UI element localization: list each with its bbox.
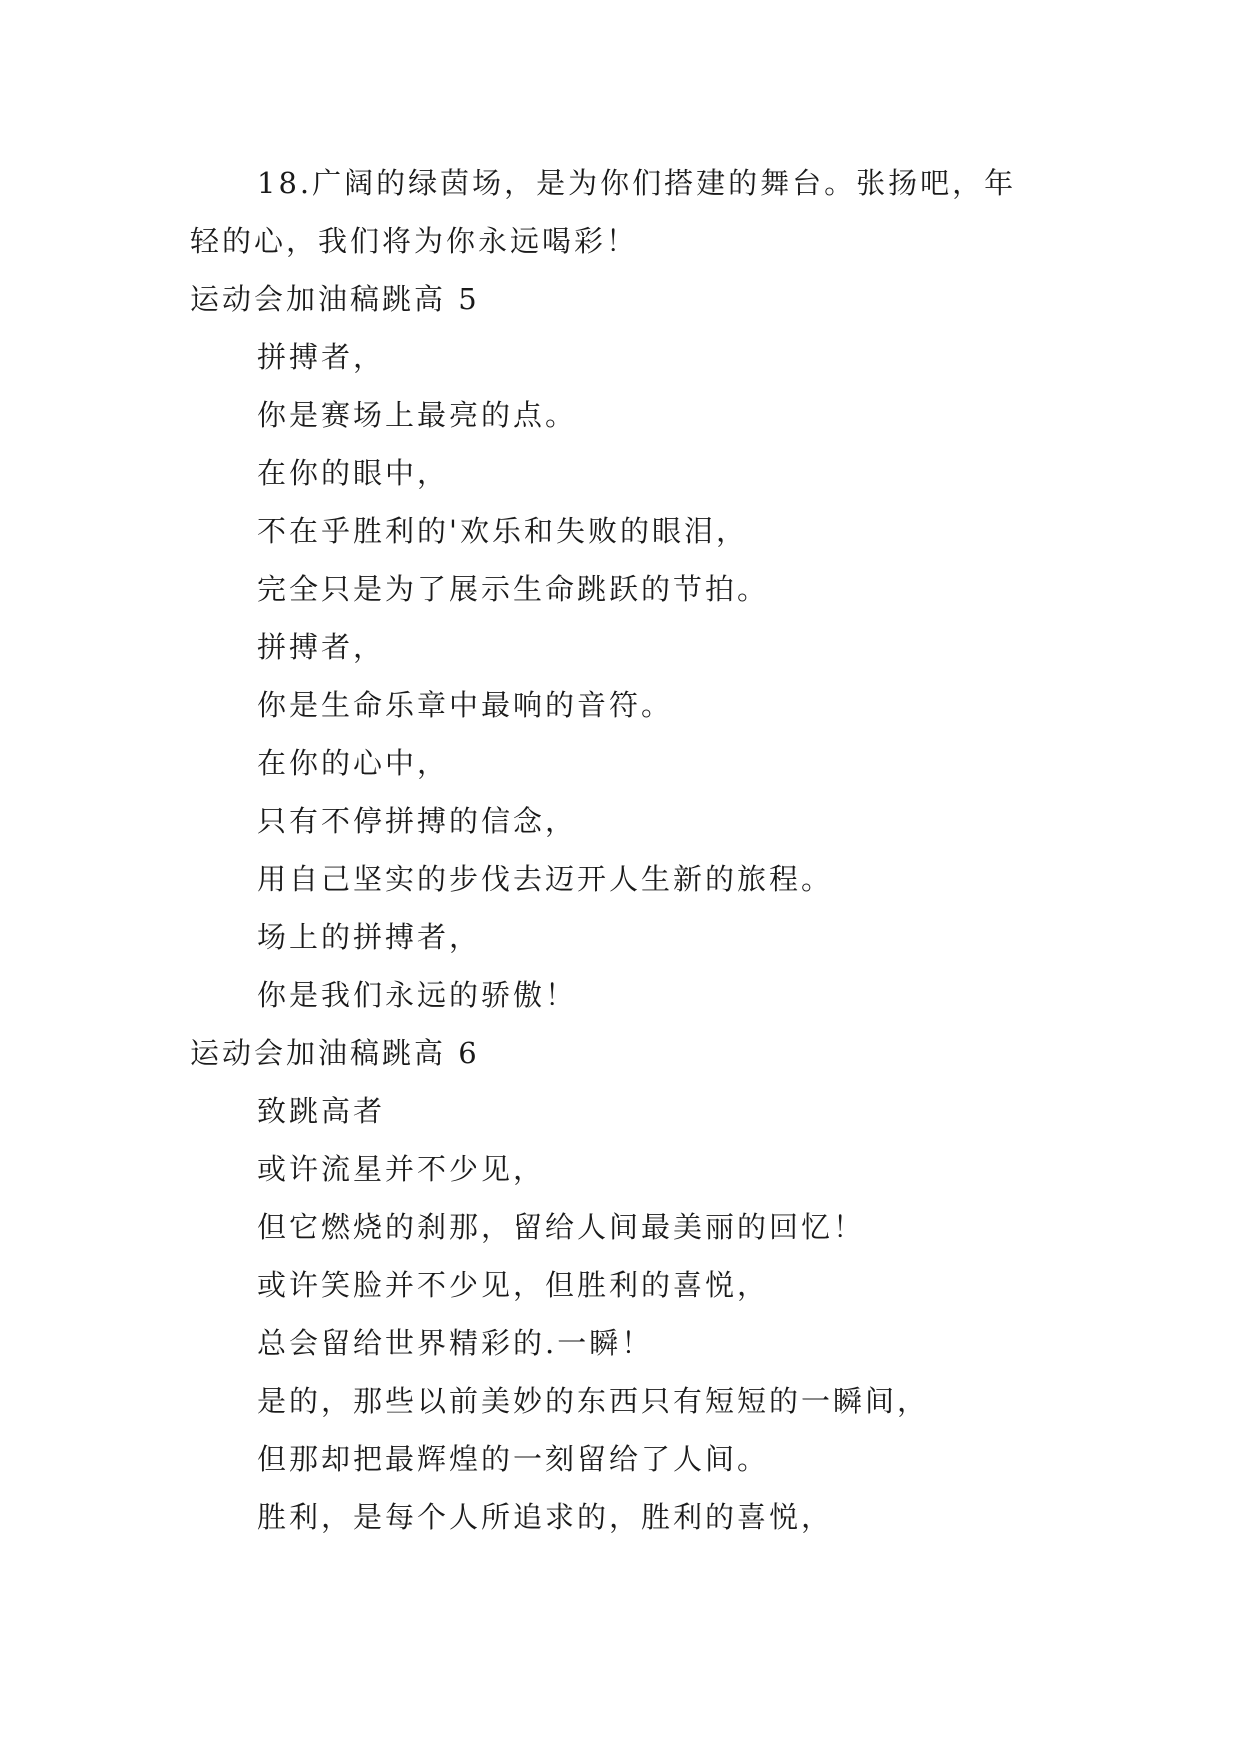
poem-line: 或许笑脸并不少见，但胜利的喜悦，: [257, 1268, 770, 1302]
poem-line: 拼搏者，: [257, 340, 386, 374]
poem-line: 你是赛场上最亮的点。: [257, 398, 578, 432]
poem-line: 用自己坚实的步伐去迈开人生新的旅程。: [257, 862, 834, 896]
poem-line: 场上的拼搏者，: [257, 920, 482, 954]
poem-line: 总会留给世界精彩的.一瞬！: [257, 1326, 654, 1360]
poem-line: 拼搏者，: [257, 630, 386, 664]
poem-line: 但那却把最辉煌的一刻留给了人间。: [257, 1442, 770, 1476]
poem-line: 在你的眼中，: [257, 456, 450, 490]
section-heading-6: 运动会加油稿跳高 6: [190, 1036, 480, 1070]
poem-line: 但它燃烧的刹那，留给人间最美丽的回忆！: [257, 1210, 866, 1244]
poem-line: 或许流星并不少见，: [257, 1152, 546, 1186]
poem-line: 致跳高者: [257, 1094, 386, 1128]
poem-line: 是的，那些以前美妙的东西只有短短的一瞬间，: [257, 1384, 930, 1418]
intro-line-2: 轻的心，我们将为你永远喝彩！: [190, 224, 639, 258]
poem-line: 不在乎胜利的'欢乐和失败的眼泪，: [257, 514, 748, 548]
poem-line: 胜利，是每个人所追求的，胜利的喜悦，: [257, 1500, 834, 1534]
section-heading-5: 运动会加油稿跳高 5: [190, 282, 480, 316]
poem-line: 你是我们永远的骄傲！: [257, 978, 578, 1012]
poem-line: 在你的心中，: [257, 746, 450, 780]
poem-line: 完全只是为了展示生命跳跃的节拍。: [257, 572, 770, 606]
poem-line: 只有不停拼搏的信念，: [257, 804, 578, 838]
poem-line: 你是生命乐章中最响的音符。: [257, 688, 674, 722]
intro-line-1: 18.广阔的绿茵场，是为你们搭建的舞台。张扬吧，年: [257, 166, 1017, 200]
